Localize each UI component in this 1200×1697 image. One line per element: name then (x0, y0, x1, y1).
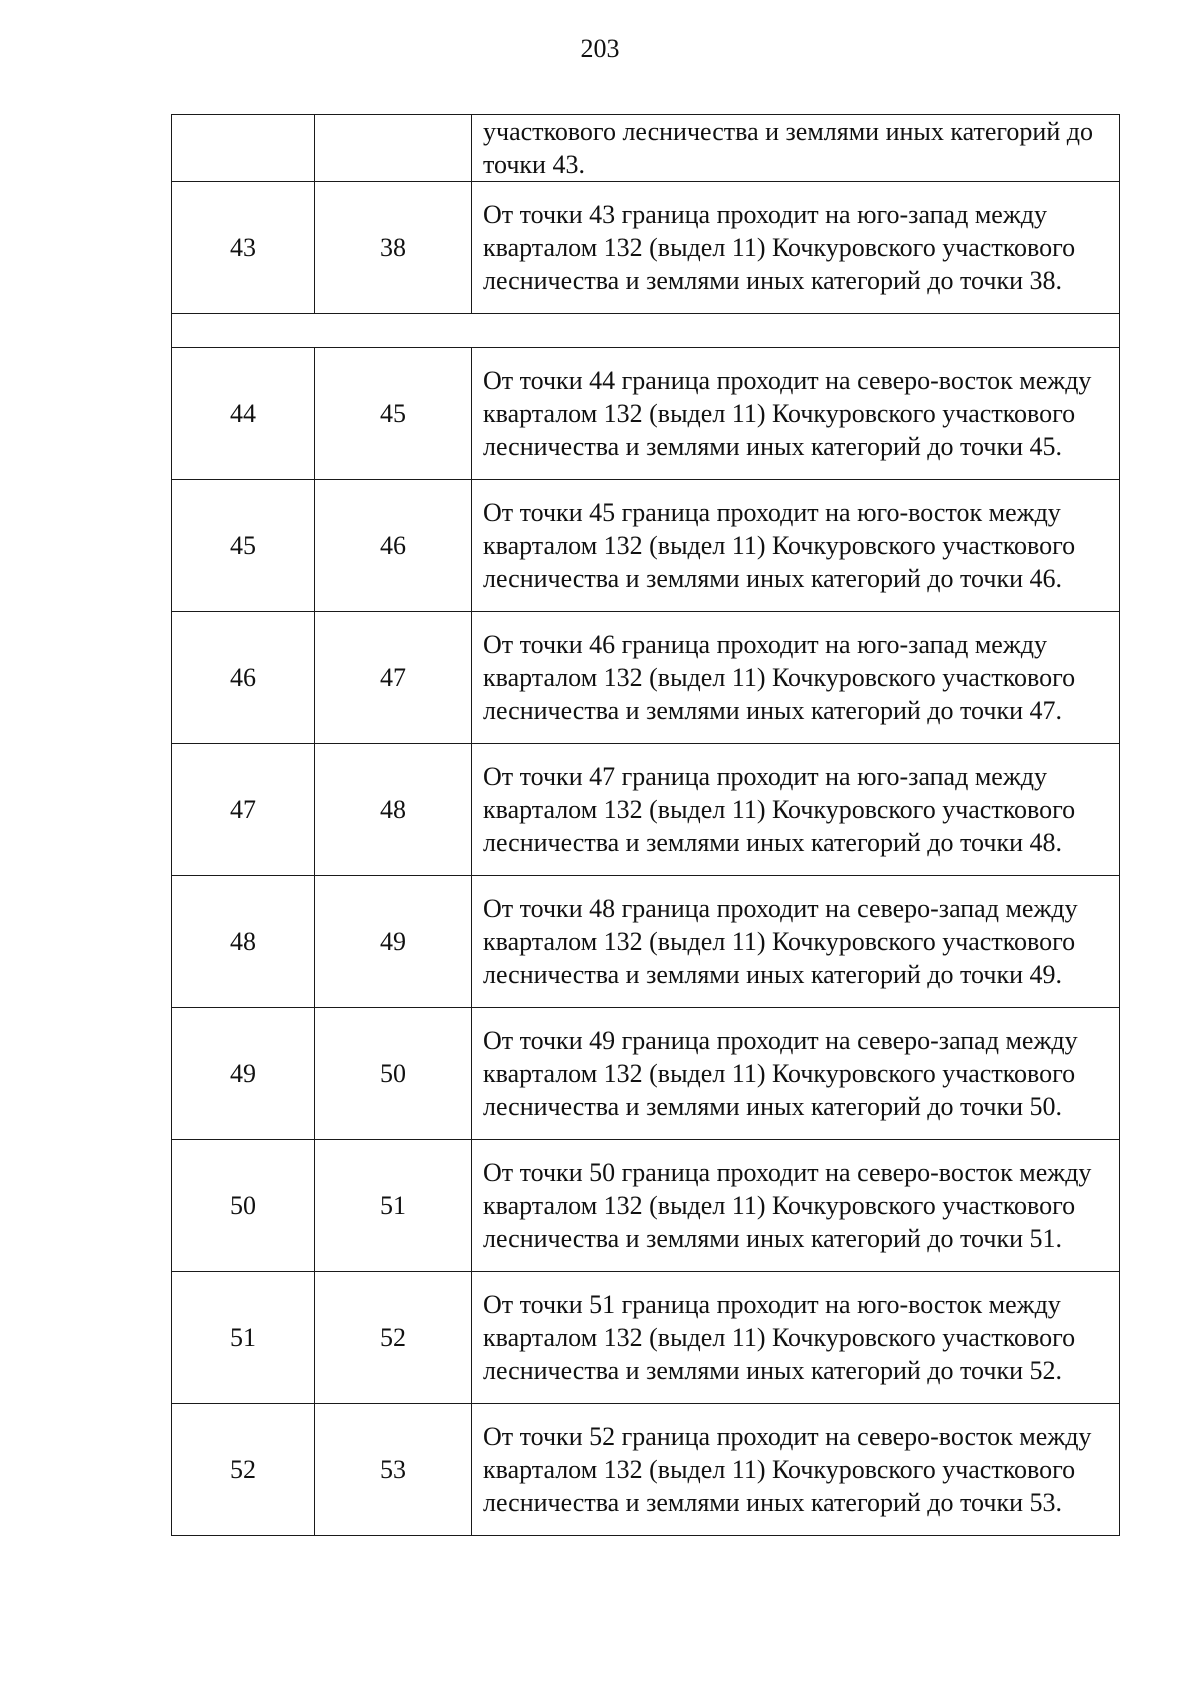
from-point-cell: 43 (172, 182, 315, 314)
to-point-cell: 53 (315, 1404, 472, 1536)
table-row (172, 744, 1120, 876)
description-cell: От точки 52 граница проходит на северо-восток между кварталом 132 (выдел 11) Кочкуровского участкового лесничества и землями иных категорий до точки 53. (472, 1404, 1120, 1536)
from-point-cell: 51 (172, 1272, 315, 1404)
to-point-cell: 45 (315, 348, 472, 480)
table-row (172, 876, 1120, 1008)
to-point-cell: 49 (315, 876, 472, 1008)
separator-cell (172, 314, 1120, 348)
table-row (172, 348, 1120, 480)
from-point-cell: 47 (172, 744, 315, 876)
description-cell: участкового лесничества и землями иных категорий до точки 43. (472, 115, 1120, 182)
table-row (172, 115, 1120, 182)
description-cell: От точки 46 граница проходит на юго-запад между кварталом 132 (выдел 11) Кочкуровского участкового лесничества и землями иных категорий до точки 47. (472, 612, 1120, 744)
from-point-cell: 48 (172, 876, 315, 1008)
to-point-cell (315, 115, 472, 182)
table-row (172, 480, 1120, 612)
to-point-cell: 51 (315, 1140, 472, 1272)
description-cell: От точки 50 граница проходит на северо-восток между кварталом 132 (выдел 11) Кочкуровского участкового лесничества и землями иных категорий до точки 51. (472, 1140, 1120, 1272)
from-point-cell: 45 (172, 480, 315, 612)
from-point-cell: 52 (172, 1404, 315, 1536)
from-point-cell: 44 (172, 348, 315, 480)
to-point-cell: 47 (315, 612, 472, 744)
to-point-cell: 46 (315, 480, 472, 612)
description-cell: От точки 49 граница проходит на северо-запад между кварталом 132 (выдел 11) Кочкуровского участкового лесничества и землями иных категорий до точки 50. (472, 1008, 1120, 1140)
table-row (172, 1404, 1120, 1536)
from-point-cell: 50 (172, 1140, 315, 1272)
table-row (172, 1140, 1120, 1272)
separator-row (172, 314, 1120, 348)
description-cell: От точки 48 граница проходит на северо-запад между кварталом 132 (выдел 11) Кочкуровского участкового лесничества и землями иных категорий до точки 49. (472, 876, 1120, 1008)
description-cell: От точки 44 граница проходит на северо-восток между кварталом 132 (выдел 11) Кочкуровского участкового лесничества и землями иных категорий до точки 45. (472, 348, 1120, 480)
table-row (172, 1272, 1120, 1404)
to-point-cell: 52 (315, 1272, 472, 1404)
boundary-table (171, 114, 1120, 1536)
to-point-cell: 50 (315, 1008, 472, 1140)
page-number: 203 (580, 34, 620, 63)
description-cell: От точки 43 граница проходит на юго-запад между кварталом 132 (выдел 11) Кочкуровского участкового лесничества и землями иных категорий до точки 38. (472, 182, 1120, 314)
table-row (172, 612, 1120, 744)
table-row (172, 1008, 1120, 1140)
description-cell: От точки 47 граница проходит на юго-запад между кварталом 132 (выдел 11) Кочкуровского участкового лесничества и землями иных категорий до точки 48. (472, 744, 1120, 876)
description-cell: От точки 51 граница проходит на юго-восток между кварталом 132 (выдел 11) Кочкуровского участкового лесничества и землями иных категорий до точки 52. (472, 1272, 1120, 1404)
description-cell: От точки 45 граница проходит на юго-восток между кварталом 132 (выдел 11) Кочкуровского участкового лесничества и землями иных категорий до точки 46. (472, 480, 1120, 612)
from-point-cell (172, 115, 315, 182)
table-row (172, 182, 1120, 314)
from-point-cell: 49 (172, 1008, 315, 1140)
from-point-cell: 46 (172, 612, 315, 744)
to-point-cell: 38 (315, 182, 472, 314)
to-point-cell: 48 (315, 744, 472, 876)
